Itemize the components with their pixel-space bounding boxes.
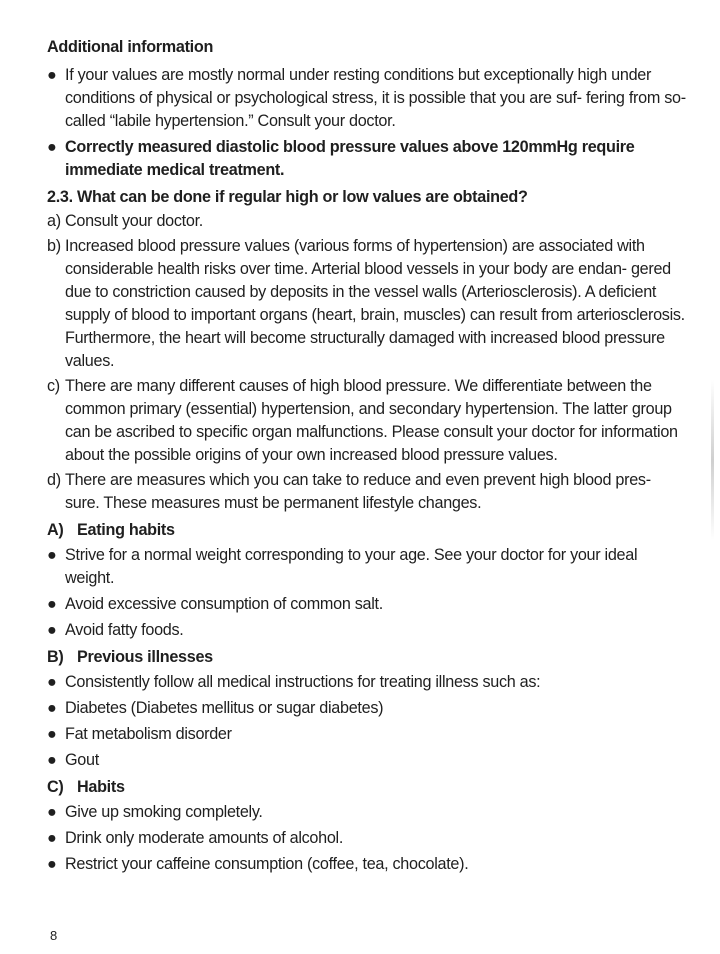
additional-info-list <box>47 64 687 182</box>
item-text: Diabetes (Diabetes mellitus or sugar diabetes) <box>65 699 384 717</box>
list-item <box>47 64 687 133</box>
list-item <box>47 210 687 233</box>
eating-habits-letter: A) <box>47 521 64 539</box>
bullet-icon: ● <box>47 546 57 564</box>
eating-habits-list <box>47 544 687 642</box>
list-item <box>47 749 687 772</box>
previous-illnesses-list <box>47 671 687 772</box>
additional-info-text-2: Correctly measured diastolic blood pressure values above 120mmHg require immediate medical treatment. <box>65 138 635 179</box>
item-text: Restrict your caffeine consumption (coffee, tea, chocolate). <box>65 855 469 873</box>
list-item <box>47 671 687 694</box>
additional-info-heading: Additional information <box>47 38 214 56</box>
bullet-icon: ● <box>47 699 57 717</box>
list-item <box>47 136 687 182</box>
list-item <box>47 827 687 850</box>
bullet-icon: ● <box>47 751 57 769</box>
previous-illnesses-title: Previous illnesses <box>77 648 213 666</box>
item-text: Strive for a normal weight corresponding to your age. See your doctor for your ideal weight. <box>65 546 638 587</box>
list-item <box>47 801 687 824</box>
eating-habits-heading <box>47 519 687 542</box>
item-text: Consult your doctor. <box>65 212 203 230</box>
bullet-icon: ● <box>47 621 57 639</box>
list-item <box>47 723 687 746</box>
eating-habits-title: Eating habits <box>77 521 175 539</box>
section-2-3-heading: 2.3. What can be done if regular high or low values are obtained? <box>47 188 528 206</box>
item-text: Consistently follow all medical instructions for treating illness such as: <box>65 673 541 691</box>
habits-heading <box>47 776 687 799</box>
item-text: Avoid fatty foods. <box>65 621 184 639</box>
bullet-icon: ● <box>47 829 57 847</box>
item-marker: c) <box>47 377 60 395</box>
bullet-icon: ● <box>47 66 57 84</box>
item-text: There are measures which you can take to reduce and even prevent high blood pres- sure. These measures must be permanent lifestyle changes. <box>65 471 651 512</box>
list-item <box>47 619 687 642</box>
item-text: Gout <box>65 751 99 769</box>
bullet-icon: ● <box>47 673 57 691</box>
habits-title: Habits <box>77 778 125 796</box>
habits-list <box>47 801 687 876</box>
bullet-icon: ● <box>47 595 57 613</box>
item-text: Give up smoking completely. <box>65 803 263 821</box>
list-item <box>47 469 687 515</box>
list-item <box>47 697 687 720</box>
item-text: Drink only moderate amounts of alcohol. <box>65 829 344 847</box>
item-marker: b) <box>47 237 61 255</box>
item-marker: a) <box>47 212 61 230</box>
item-text: Avoid excessive consumption of common salt. <box>65 595 383 613</box>
list-item <box>47 375 687 467</box>
habits-letter: C) <box>47 778 64 796</box>
bullet-icon: ● <box>47 803 57 821</box>
bullet-icon: ● <box>47 138 57 156</box>
item-text: Fat metabolism disorder <box>65 725 232 743</box>
bullet-icon: ● <box>47 725 57 743</box>
item-marker: d) <box>47 471 61 489</box>
page-content <box>47 33 687 879</box>
list-item <box>47 235 687 373</box>
list-item <box>47 593 687 616</box>
additional-info-text-1: If your values are mostly normal under resting conditions but exceptionally high under conditions of physical or psychological stress, it is possible that you are suf- fering from so-called “labile hypertension.” Consult your doctor. <box>65 66 686 130</box>
page-edge-shadow <box>711 380 714 540</box>
section-2-3-list <box>47 210 687 515</box>
previous-illnesses-heading <box>47 646 687 669</box>
list-item <box>47 544 687 590</box>
item-text: Increased blood pressure values (various forms of hypertension) are associated with considerable health risks over time. Arterial blood vessels in your body are endan- gered due to constriction caused by deposits in the vessel walls (Arteriosclerosis). A deficient supply of blood to important organs (heart, brain, muscles) can result from arteriosclerosis. Furthermore, the heart will become structurally damaged with increased blood pressure values. <box>65 237 685 370</box>
list-item <box>47 853 687 876</box>
bullet-icon: ● <box>47 855 57 873</box>
previous-illnesses-letter: B) <box>47 648 64 666</box>
page-number: 8 <box>50 928 58 943</box>
item-text: There are many different causes of high blood pressure. We differentiate between the common primary (essential) hypertension, and secondary hypertension. The latter group can be ascribed to specific organ malfunctions. Please consult your doctor for information about the possible origins of your own increased blood pressure values. <box>65 377 678 464</box>
